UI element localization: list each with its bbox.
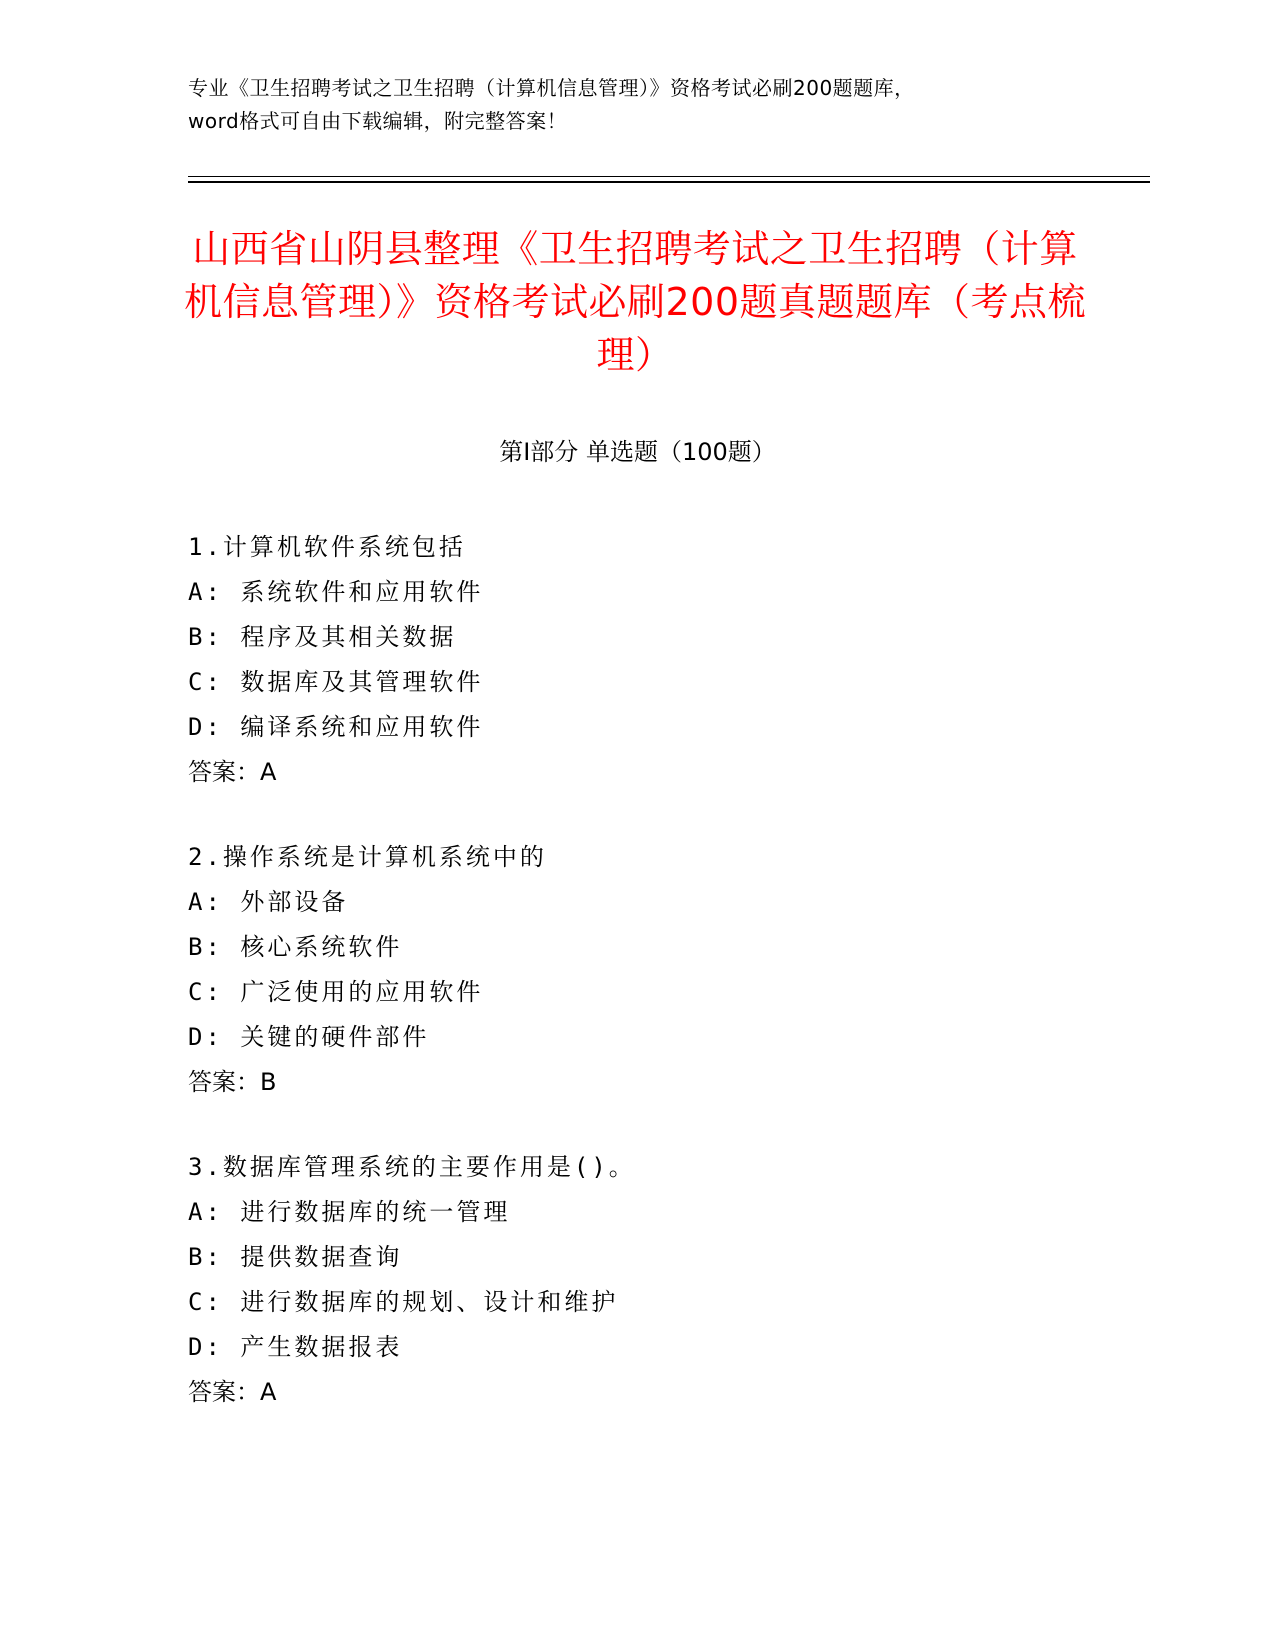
question-stem: 2.操作系统是计算机系统中的	[188, 843, 547, 871]
question-stem: 1.计算机软件系统包括	[188, 533, 466, 561]
question-item	[188, 835, 1088, 1105]
option-b: B: 提供数据查询	[188, 1243, 403, 1271]
question-list	[188, 525, 1088, 1455]
option-b: B: 程序及其相关数据	[188, 623, 457, 651]
header-divider-thick	[188, 181, 1150, 183]
answer-line: 答案：B	[188, 1068, 277, 1096]
question-item	[188, 1145, 1088, 1415]
header-note-line-2: word格式可自由下载编辑，附完整答案！	[188, 109, 568, 133]
option-c: C: 广泛使用的应用软件	[188, 978, 484, 1006]
header-divider-thin	[188, 176, 1150, 177]
option-c: C: 数据库及其管理软件	[188, 668, 484, 696]
option-a: A: 进行数据库的统一管理	[188, 1198, 511, 1226]
option-c: C: 进行数据库的规划、设计和维护	[188, 1288, 619, 1316]
option-d: D: 编译系统和应用软件	[188, 713, 484, 741]
option-d: D: 产生数据报表	[188, 1333, 403, 1361]
question-item	[188, 525, 1088, 795]
option-d: D: 关键的硬件部件	[188, 1023, 430, 1051]
option-b: B: 核心系统软件	[188, 933, 403, 961]
section-heading: 第Ⅰ部分 单选题（100题）	[499, 438, 776, 466]
header-note-line-1: 专业《卫生招聘考试之卫生招聘（计算机信息管理）》资格考试必刷200题题库，	[188, 76, 915, 100]
header-note	[188, 72, 1088, 138]
option-a: A: 系统软件和应用软件	[188, 578, 484, 606]
document-title: 山西省山阴县整理《卫生招聘考试之卫生招聘（计算机信息管理）》资格考试必刷200题真题题库（考点梳理）	[183, 227, 1087, 377]
question-stem: 3.数据库管理系统的主要作用是()。	[188, 1153, 636, 1181]
answer-line: 答案：A	[188, 758, 277, 786]
option-a: A: 外部设备	[188, 888, 349, 916]
answer-line: 答案：A	[188, 1378, 277, 1406]
